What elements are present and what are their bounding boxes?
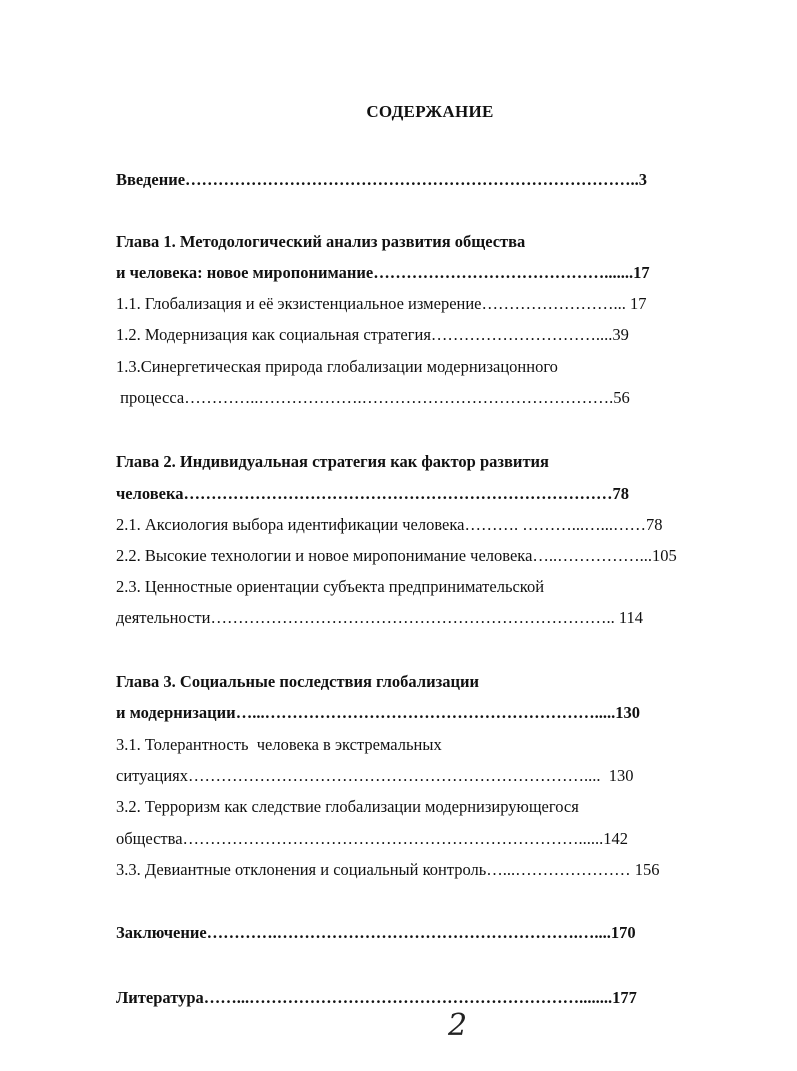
- toc-section-3-2: 3.2. Терроризм как следствие глобализации модернизирующегося: [116, 797, 579, 816]
- toc-section-1-3-cont: процесса…………..……………….……………………………………….56: [116, 388, 630, 407]
- toc-section-3-3: 3.3. Девиантные отклонения и социальный контроль…...………………… 156: [116, 860, 660, 879]
- toc-chapter-2-title: Глава 2. Индивидуальная стратегия как фактор развития: [116, 452, 549, 471]
- toc-chapter-3-title: Глава 3. Социальные последствия глобализации: [116, 672, 479, 691]
- toc-section-2-1: 2.1. Аксиология выбора идентификации человека………. ………...…...……78: [116, 515, 663, 534]
- toc-section-2-2: 2.2. Высокие технологии и новое миропонимание человека…..……………...105: [116, 546, 677, 565]
- toc-chapter-1-title: Глава 1. Методологический анализ развития общества: [116, 232, 526, 251]
- page-number: 2: [448, 1008, 468, 1043]
- toc-section-2-3-cont: деятельности……………………………………………………………….. 114: [116, 608, 643, 627]
- toc-section-3-1: 3.1. Толерантность человека в экстремальных: [116, 735, 442, 754]
- toc-references: Литература……...……………………………………………………........177: [116, 988, 637, 1007]
- toc-section-2-3: 2.3. Ценностные ориентации субъекта предпринимательской: [116, 577, 545, 596]
- toc-section-3-2-cont: общества………………………………………………………………......142: [116, 829, 629, 848]
- toc-section-1-1: 1.1. Глобализация и её экзистенциальное измерение……………………... 17: [116, 294, 647, 313]
- toc-intro: Введение………………………………………………………………………..3: [116, 170, 648, 189]
- toc-section-1-2: 1.2. Модернизация как социальная стратегия…………………………....39: [116, 325, 629, 344]
- toc-chapter-2-cont: человека……………………………………………………………………78: [116, 484, 629, 503]
- toc-section-3-1-cont: ситуациях……………………………………………………………….... 130: [116, 766, 634, 785]
- toc-section-1-3: 1.3.Синергетическая природа глобализации модернизацонного: [116, 357, 558, 376]
- toc-chapter-1-cont: и человека: новое миропонимание…………………………………….......17: [116, 263, 650, 282]
- toc-chapter-3-cont: и модернизации…...…………………………………………………….....130: [116, 703, 640, 722]
- toc-conclusion: Заключение………….……………………………………………….…....170: [116, 923, 636, 942]
- page-title: СОДЕРЖАНИЕ: [366, 102, 494, 121]
